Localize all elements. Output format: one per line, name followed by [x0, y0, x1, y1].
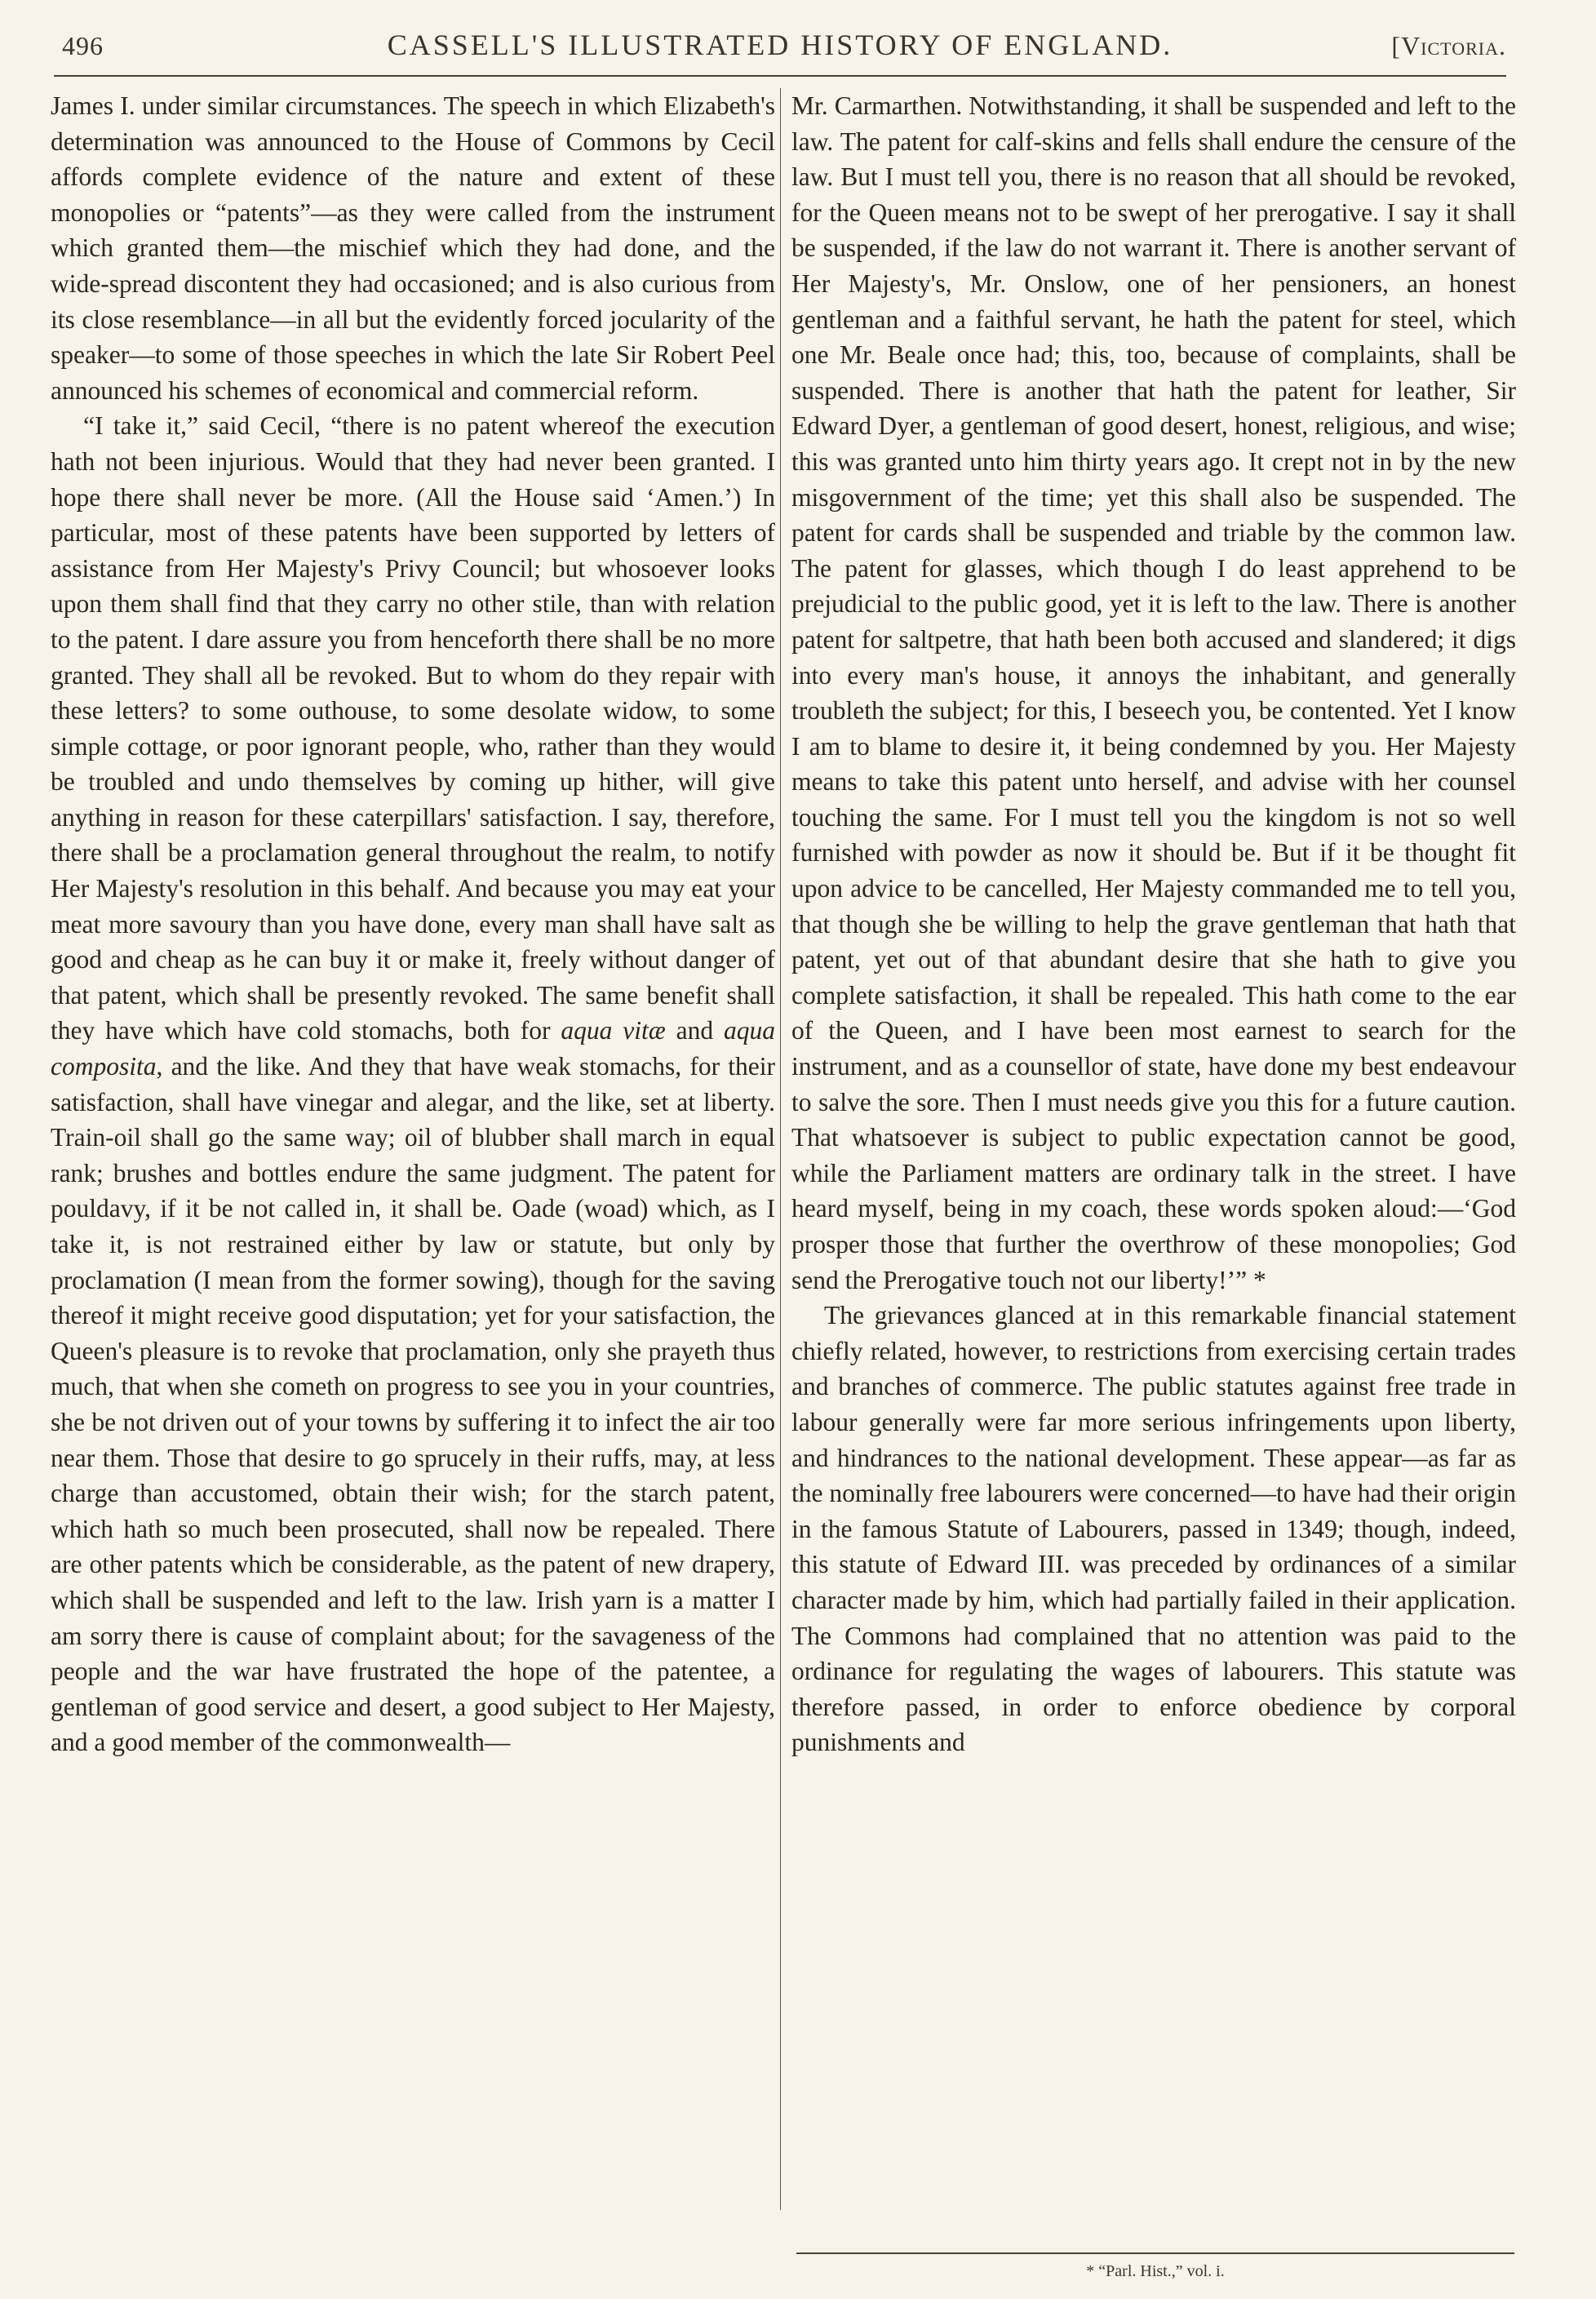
cecil-speech-part-2: , and the like. And they that have weak stomachs, for their satisfaction, shall have vinegar and alegar, and the like, set at liberty. Train-oil shall go the same way; oil of blubber shall march in equal rank; brushes and bottles endure the same judgment. The patent for pouldavy, if it be not called in, it shall be. Oade (woad) which, as I take it, is not restrained either by law or statute, but only by proclamation (I mean from the former sowing), though for the saving thereof it might receive good disputation; yet for your satisfaction, the Queen's pleasure is to revoke that proclamation, only she prayeth thus much, that when she cometh on progress to see you in your countries, she be not driven out of your towns by suffering it to infect the air too near them. Those that desire to go sprucely in their ruffs, may, at less charge than accustomed, obtain their wish; for the starch patent, which hath so much been prosecuted, shall now be repealed. There are other patents which be considerable, as the patent of new drapery, which shall be suspended and left to the law. Irish yarn is a matter I am sorry there is cause of complaint about; for the savageness of the people and the war have frustrated the hope of the patentee, a gentleman of good service and desert, a good subject to Her Majesty, and a good member of the commonwealth—	[51, 1052, 775, 1757]
conjunction-and: and	[676, 1016, 714, 1045]
cecil-speech-part-1: “I take it,” said Cecil, “there is no patent whereof the execution hath not been injurious. Would that they had never been granted. I hope there shall never be more. (All the House said ‘Amen.’) In particular, most of these patents have been supported by letters of assistance from Her Majesty's Privy Council; but whosoever looks upon them shall find that they carry no other stile, than with relation to the patent. I dare assure you from henceforth there shall be no more granted. They shall all be revoked. But to whom do they repair with these letters? to some outhouse, to some desolate widow, to some simple cottage, or poor ignorant people, who, rather than they would be troubled and undo themselves by coming up hither, will give anything in reason for these caterpillars' satisfaction. I say, therefore, there shall be a proclamation general throughout the realm, to notify Her Majesty's resolution in this behalf. And because you may eat your meat more savoury than you have done, every man shall have salt as good and cheap as he can buy it or make it, freely without danger of that patent, which shall be presently revoked. The same benefit shall they have which have cold stomachs, both for	[51, 411, 775, 1045]
right-paragraph-2: The grievances glanced at in this remarkable financial statement chiefly related, however, to restrictions from exercising certain trades and branches of commerce. The public statutes against free trade in labour generally were far more serious infringements upon liberty, and hindrances to the national development. These appear—as far as the nominally free labourers were concerned—to have had their origin in the famous Statute of Labourers, passed in 1349; though, indeed, this statute of Edward III. was preceded by ordinances of a similar character made by him, which had partially failed in their application. The Commons had complained that no attention was paid to the ordinance for regulating the wages of labourers. This statute was therefore passed, in order to enforce obedience by corporal punishments and	[791, 1301, 1516, 1757]
footnote-rule	[796, 2252, 1514, 2254]
page-number: 496	[62, 31, 104, 60]
aqua-composita-term: aqua composita	[51, 1016, 775, 1081]
right-paragraph-1: Mr. Carmarthen. Notwithstanding, it shall be suspended and left to the law. The patent for calf-skins and fells shall endure the censure of the law. But I must tell you, there is no reason that all should be revoked, for the Queen means not to be swept of her prerogative. I say it shall be suspended, if the law do not warrant it. There is another servant of Her Majesty's, Mr. Onslow, one of her pensioners, an honest gentleman and a faithful servant, he hath the patent for steel, which one Mr. Beale once had; this, too, because of complaints, shall be suspended. There is another that hath the patent for leather, Sir Edward Dyer, a gentleman of good desert, honest, religious, and wise; this was granted unto him thirty years ago. It crept not in by the new misgovernment of the time; yet this shall also be suspended. The patent for cards shall be suspended and triable by the common law. The patent for glasses, which though I do least apprehend to be prejudicial to the public good, yet it is left to the law. There is another patent for saltpetre, that hath been both accused and slandered; it digs into every man's house, it annoys the inhabitant, and generally troubleth the subject; for this, I beseech you, be contented. Yet I know I am to blame to desire it, it being condemned by you. Her Majesty means to take this patent unto herself, and advise with her counsel touching the same. For I must tell you the kingdom is not so well furnished with powder as now it should be. But if it be thought fit upon advice to be cancelled, Her Majesty commanded me to tell you, that though she be willing to help the grave gentleman that hath that patent, yet out of that abundant desire that she hath to give you complete satisfaction, it shall be repealed. This hath come to the ear of the Queen, and I have been most earnest to search for the instrument, and as a counsellor of state, have done my best endeavour to salve the sore. Then I must needs give you this for a future caution. That whatsoever is subject to public expectation cannot be good, while the Parliament matters are ordinary talk in the street. I have heard myself, being in my coach, these words spoken aloud:—‘God prosper those that further the overthrow of these monopolies; God send the Prerogative touch not our liberty!’” *	[791, 91, 1516, 1294]
running-title: CASSELL'S ILLUSTRATED HISTORY OF ENGLAND.	[387, 29, 1173, 61]
left-paragraph-2	[51, 408, 775, 1760]
aqua-vitae-term: aqua vitæ	[561, 1016, 666, 1045]
left-paragraph-1: James I. under similar circumstances. The speech in which Elizabeth's determination was announced to the House of Commons by Cecil affords complete evidence of the nature and extent of these monopolies or “patents”—as they were called from the instrument which granted them—the mischief which they had done, and the wide-spread discontent they had occasioned; and is also curious from its close resemblance—in all but the evidently forced jocularity of the speaker—to some of those speeches in which the late Sir Robert Peel announced his schemes of economical and commercial reform.	[51, 91, 775, 405]
column-divider	[780, 88, 781, 2210]
running-header	[54, 24, 1506, 65]
right-column	[791, 88, 1516, 1760]
header-rule	[54, 75, 1506, 77]
reign-label: [Victoria.	[1391, 31, 1506, 60]
footnote: * “Parl. Hist.,” vol. i.	[1086, 2262, 1225, 2280]
left-column	[51, 88, 775, 1760]
